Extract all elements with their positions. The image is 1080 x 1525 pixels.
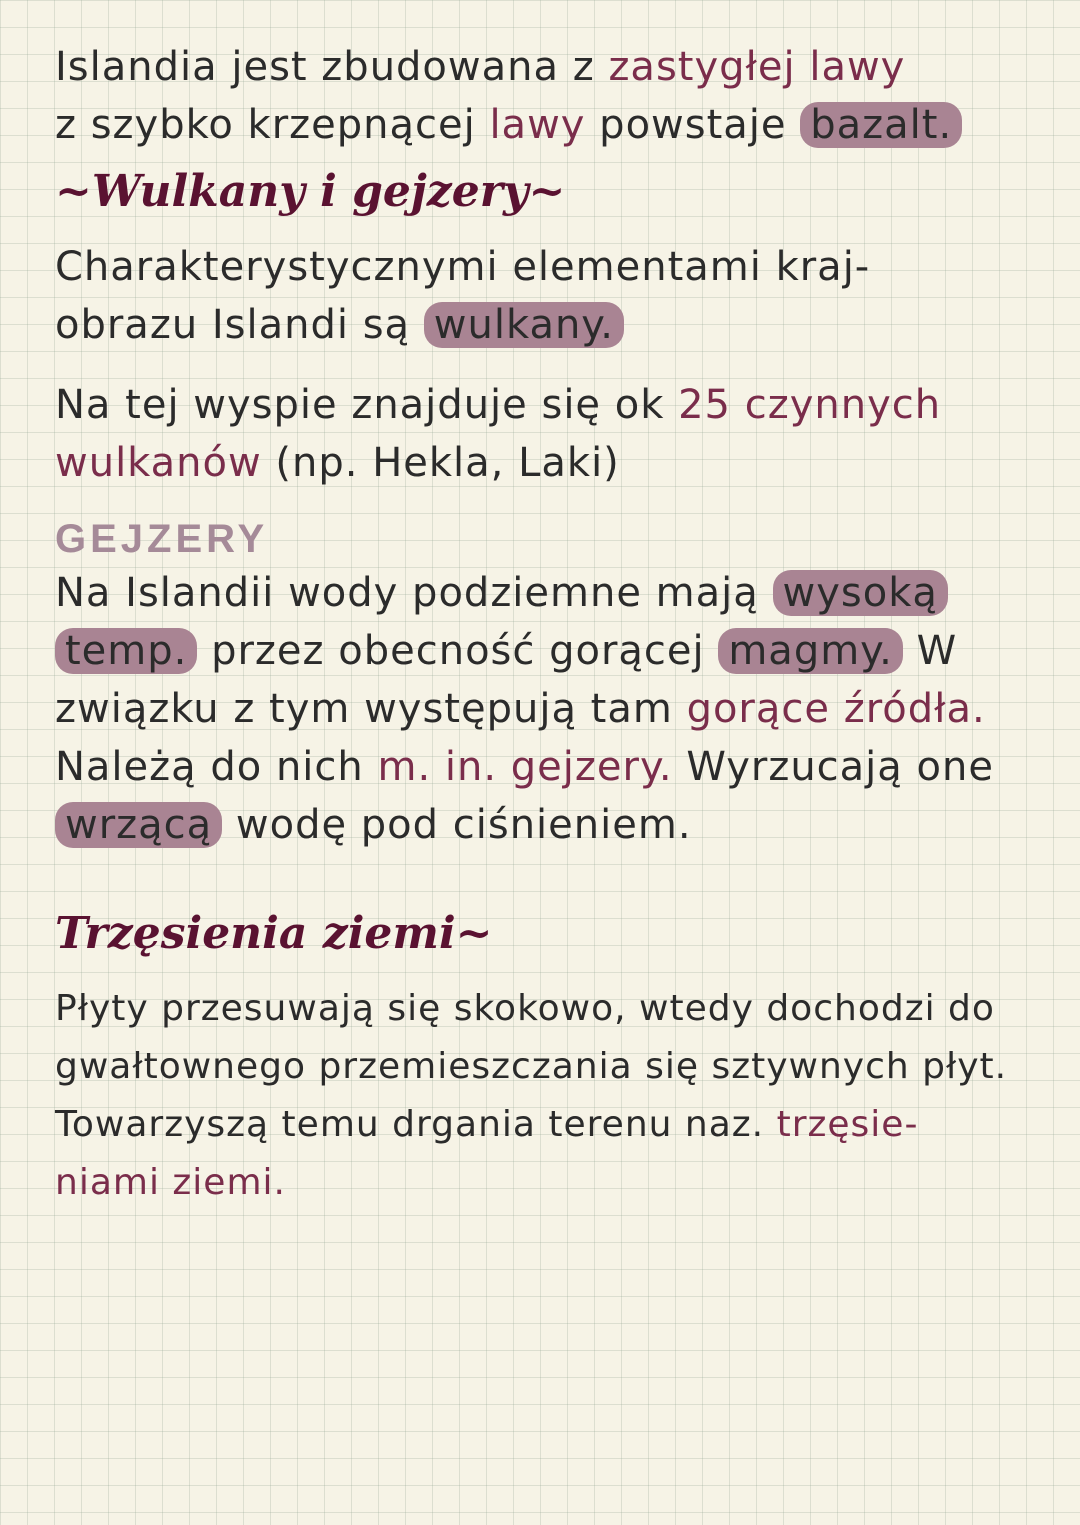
volcanoes-accent: wulkanów: [55, 440, 262, 486]
earthquakes-text: Towarzyszą temu drgania terenu naz.: [55, 1104, 765, 1145]
geysers-text: Należą do nich: [55, 744, 364, 790]
geysers-accent: m. in.: [377, 744, 498, 790]
spacer: [55, 354, 1045, 376]
earthquakes-line-2: [55, 1038, 1045, 1096]
earthquakes-line-4: [55, 1154, 1045, 1212]
volcanoes-p2-line-1: [55, 376, 1045, 434]
geysers-line-3: [55, 680, 1045, 738]
volcanoes-p1-line-1: [55, 238, 1045, 296]
volcanoes-accent: 25 czynnych: [678, 382, 942, 428]
intro-text: z szybko krzepnącej: [55, 102, 476, 148]
intro-line-2: [55, 96, 1045, 154]
intro-line-1: [55, 38, 1045, 96]
geysers-text: wodę pod ciśnieniem.: [235, 802, 692, 848]
earthquakes-accent: trzęsie-: [776, 1104, 919, 1145]
intro-accent: zastygłej lawy: [608, 44, 906, 90]
geysers-accent: gorące źródła.: [686, 686, 986, 732]
volcanoes-text: Na tej wyspie znajduje się ok: [55, 382, 665, 428]
geysers-text: przez obecność gorącej: [211, 628, 705, 674]
highlight-wrzaca: wrzącą: [55, 802, 222, 848]
highlight-temp: temp.: [55, 628, 197, 674]
geysers-text: Wyrzucają one: [686, 744, 994, 790]
geysers-line-5: [55, 796, 1045, 854]
earthquakes-accent: niami ziemi.: [55, 1162, 286, 1203]
volcanoes-p2-line-2: [55, 434, 1045, 492]
spacer: [55, 854, 1045, 896]
geysers-line-2: [55, 622, 1045, 680]
volcanoes-text: Charakterystycznymi elementami kraj-: [55, 244, 871, 290]
geysers-text: związku z tym występują tam: [55, 686, 673, 732]
geysers-text: Na Islandii wody podziemne mają: [55, 570, 759, 616]
earthquakes-text: gwałtownego przemieszczania się sztywnych płyt.: [55, 1046, 1008, 1087]
heading-geysers: GEJZERY: [55, 517, 269, 561]
volcanoes-p1-line-2: [55, 296, 1045, 354]
highlight-wulkany: wulkany.: [424, 302, 624, 348]
intro-text: powstaje: [599, 102, 787, 148]
highlight-bazalt: bazalt.: [800, 102, 962, 148]
geysers-line-4: [55, 738, 1045, 796]
geysers-accent: gejzery.: [510, 744, 673, 790]
earthquakes-text: Płyty przesuwają się skokowo, wtedy dochodzi do: [55, 988, 995, 1029]
highlight-wysoka: wysoką: [773, 570, 948, 616]
earthquakes-line-3: [55, 1096, 1045, 1154]
heading-earthquakes: Trzęsienia ziemi~: [55, 908, 493, 959]
geysers-text: W: [916, 628, 958, 674]
geysers-line-1: [55, 564, 1045, 622]
intro-accent: lawy: [489, 102, 586, 148]
volcanoes-text: (np. Hekla, Laki): [275, 440, 620, 486]
volcanoes-text: obrazu Islandi są: [55, 302, 411, 348]
heading-volcanoes: ~Wulkany i gejzery~: [55, 166, 566, 217]
highlight-magmy: magmy.: [718, 628, 903, 674]
intro-text: Islandia jest zbudowana z: [55, 44, 595, 90]
earthquakes-line-1: [55, 980, 1045, 1038]
notebook-page: [55, 38, 1045, 1212]
